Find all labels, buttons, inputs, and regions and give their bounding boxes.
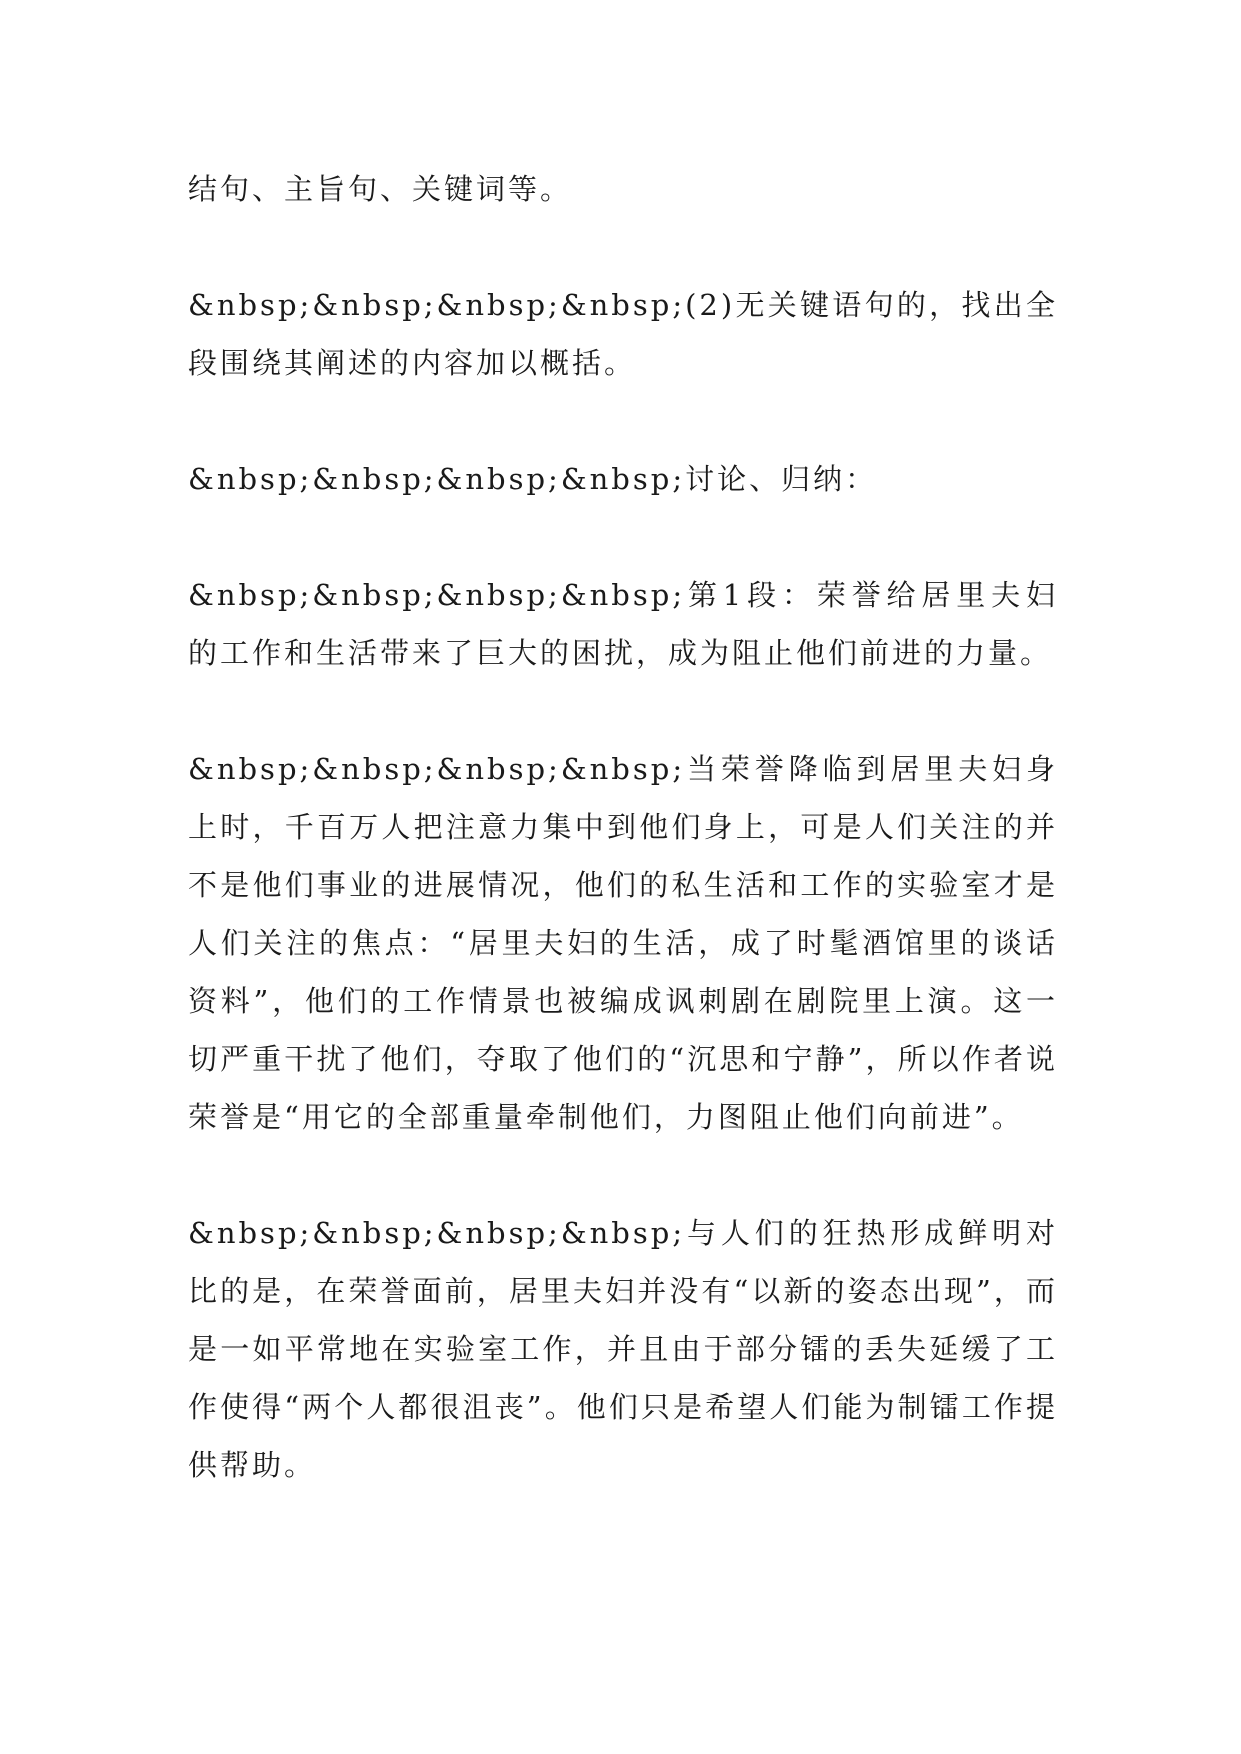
paragraph-6: &nbsp;&nbsp;&nbsp;&nbsp;与人们的狂热形成鲜明对比的是，在荣誉面前，居里夫妇并没有“以新的姿态出现”，而是一如平常地在实验室工作，并且由于部分镭的丢失延缓了工作使得“两个人都很沮丧”。他们只是希望人们能为制镭工作提供帮助。 [188,1216,1058,1482]
paragraph-2: &nbsp;&nbsp;&nbsp;&nbsp;(2)无关键语句的，找出全段围绕其阐述的内容加以概括。 [188,288,1058,380]
paragraph-1: 结句、主旨句、关键词等。 [188,172,573,206]
document-body [188,160,1058,1494]
paragraph-3: &nbsp;&nbsp;&nbsp;&nbsp;讨论、归纳： [188,462,878,496]
paragraph-5: &nbsp;&nbsp;&nbsp;&nbsp;当荣誉降临到居里夫妇身上时，千百万人把注意力集中到他们身上，可是人们关注的并不是他们事业的进展情况，他们的私生活和工作的实验室才是人们关注的焦点：“居里夫妇的生活，成了时髦酒馆里的谈话资料”，他们的工作情景也被编成讽刺剧在剧院里上演。这一切严重干扰了他们，夺取了他们的“沉思和宁静”，所以作者说荣誉是“用它的全部重量牵制他们，力图阻止他们向前进”。 [188,752,1058,1134]
paragraph-4: &nbsp;&nbsp;&nbsp;&nbsp;第1段：荣誉给居里夫妇的工作和生活带来了巨大的困扰，成为阻止他们前进的力量。 [188,578,1058,670]
